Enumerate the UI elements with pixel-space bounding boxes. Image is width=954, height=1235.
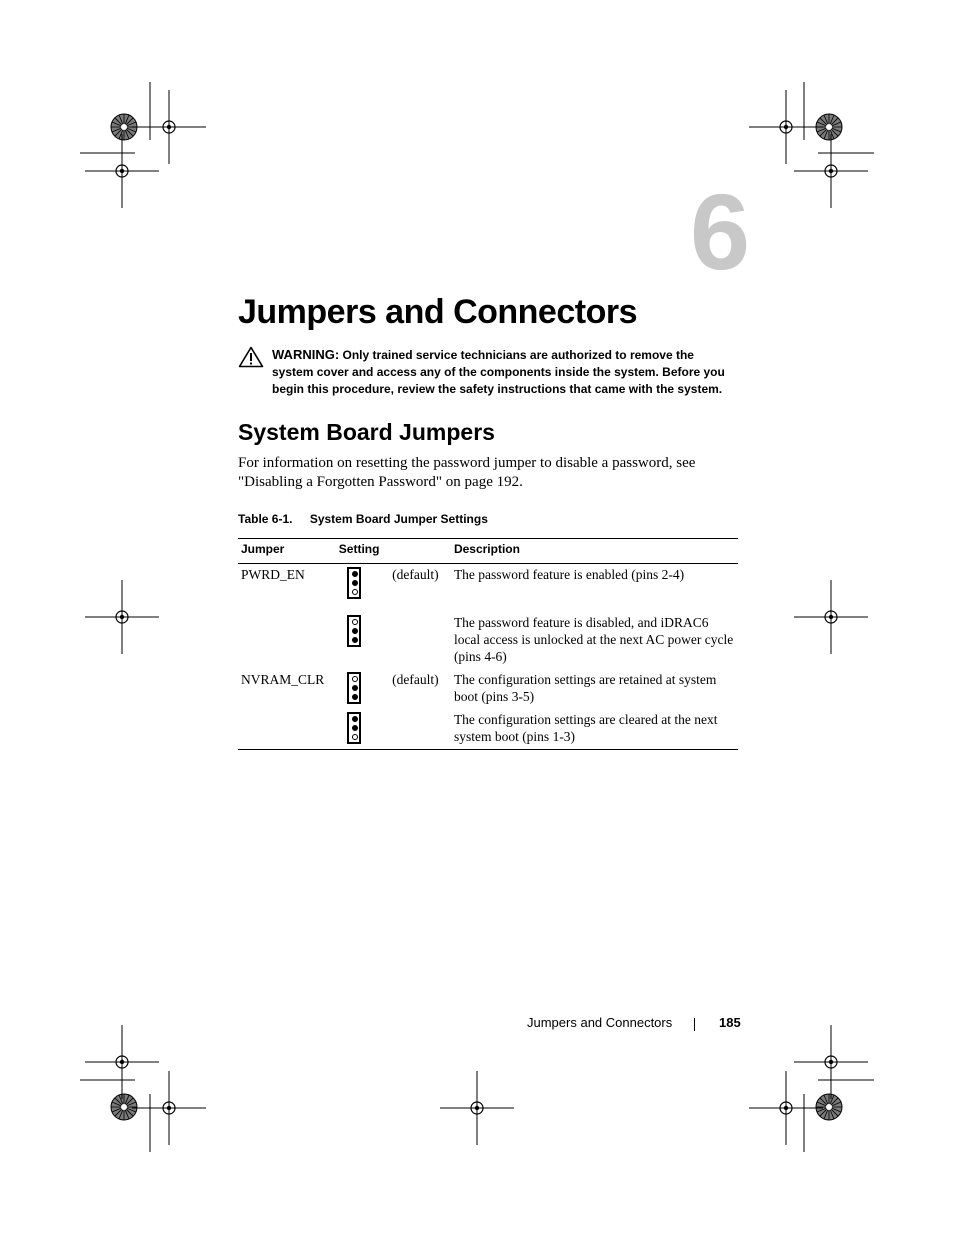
setting-cell: (default) [392,671,439,687]
table-row [238,709,738,750]
chapter-number: 6 [690,171,749,292]
jumper-pins-1-2-icon [347,712,361,744]
footer-divider [694,1018,695,1031]
warning-body: Only trained service technicians are authorized to remove the system cover and access any of the components inside the system. Before you begin this procedure, review the safety instructions that came with the system. [272,348,725,396]
jumper-cell [238,612,336,669]
description-cell: The password feature is disabled, and iDRAC6 local access is unlocked at the next AC power cycle (pins 4-6) [453,614,734,664]
setting-cell [389,709,451,750]
table-caption-title: System Board Jumper Settings [309,512,488,526]
header-description: Description [453,542,520,556]
jumper-settings-table [238,538,738,750]
section-title: System Board Jumpers [238,419,495,445]
header-setting: Setting [338,542,380,556]
intro-paragraph: For information on resetting the password jumper to disable a password, see "Disabling a Forgotten Password" on page 192. [238,455,696,490]
warning-label: WARNING: [272,347,340,362]
jumper-cell [238,709,336,750]
chapter-title: Jumpers and Connectors [238,293,637,331]
jumper-pins-2-3-icon [347,672,361,704]
table-row [238,612,738,669]
warning-triangle-icon [238,346,264,368]
jumper-cell: NVRAM_CLR [241,671,325,687]
description-cell: The configuration settings are cleared at the next system boot (pins 1-3) [453,711,718,744]
setting-cell [389,612,451,669]
table-caption [238,510,488,528]
description-cell: The configuration settings are retained at system boot (pins 3-5) [453,671,717,704]
page-number: 185 [719,1015,741,1030]
jumper-pins-1-2-icon [347,567,361,599]
jumper-cell: PWRD_EN [241,567,305,582]
table-caption-number: Table 6-1. [238,512,293,526]
setting-cell: (default) [392,567,439,582]
description-cell: The password feature is enabled (pins 2-4) [453,567,685,582]
header-jumper: Jumper [241,542,285,556]
jumper-pins-2-3-icon [347,615,361,647]
table-row [238,669,738,709]
table-row [238,564,738,612]
table-header-row [238,539,738,564]
footer-chapter-title: Jumpers and Connectors [527,1015,673,1030]
